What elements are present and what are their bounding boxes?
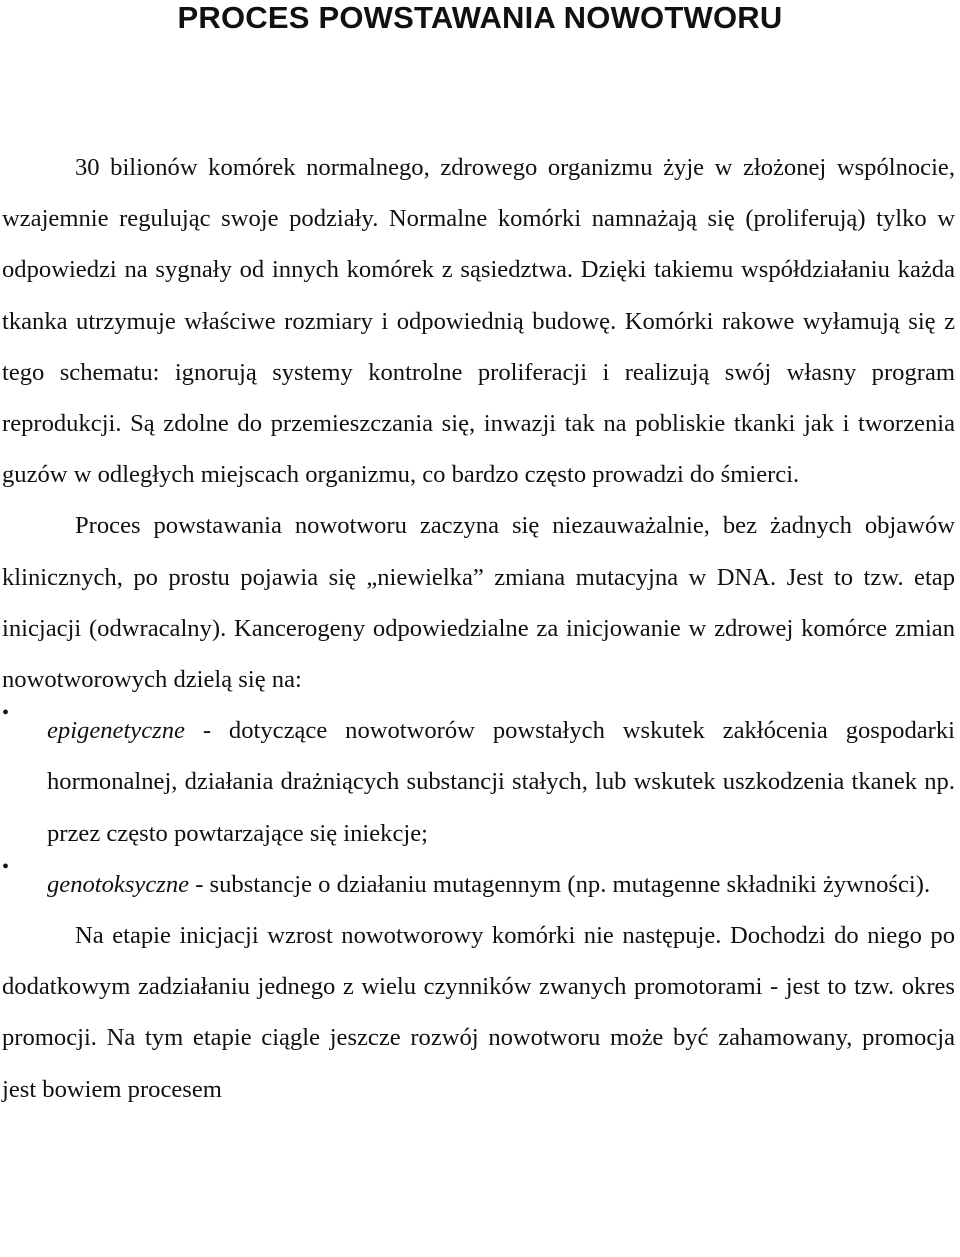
paragraph-promotion: Na etapie inicjacji wzrost nowotworowy komórki nie następuje. Dochodzi do niego po dodatkowym zadziałaniu jednego z wielu czynników zwanych promotorami - jest to tzw. okres promocji. Na tym etapie ciągle jeszcze rozwój nowotworu może być zahamowany, promocja jest bowiem procesem (2, 922, 955, 1103)
list-item (2, 702, 955, 859)
list-item-text: - dotyczące nowotworów powstałych wskutek zakłócenia gospodarki hormonalnej, działania drażniących substancji stałych, lub wskutek uszkodzenia tkanek np. przez często powtarzające się iniekcje; (47, 717, 955, 847)
bullet-icon: • (2, 702, 10, 725)
list-item-term: epigenetyczne (47, 717, 185, 745)
list-item-term: genotoksyczne (47, 870, 190, 898)
carcinogen-list (2, 702, 955, 910)
list-item-text: - substancje o działaniu mutagennym (np. mutagenne składniki żywności). (189, 870, 931, 898)
paragraph-intro: 30 bilionów komórek normalnego, zdrowego organizmu żyje w złożonej wspólnocie, wzajemnie regulując swoje podziały. Normalne komórki namnażają się (proliferują) tylko w odpowiedzi na sygnały od innych komórek z sąsiedztwa. Dzięki takiemu współdziałaniu każda tkanka utrzymuje właściwe rozmiary i odpowiednią budowę. Komórki rakowe wyłamują się z tego schematu: ignorują systemy kontrolne proliferacji i realizują swój własny program reprodukcji. Są zdolne do przemieszczania się, inwazji tak na pobliskie tkanki jak i tworzenia guzów w odległych miejscach organizmu, co bardzo często prowadzi do śmierci. (2, 154, 955, 489)
document-body (2, 142, 955, 1115)
page-title: PROCES POWSTAWANIA NOWOTWORU (177, 0, 783, 35)
paragraph-initiation: Proces powstawania nowotworu zaczyna się niezauważalnie, bez żadnych objawów klinicznych, po prostu pojawia się „niewielka” zmiana mutacyjna w DNA. Jest to tzw. etap inicjacji (odwracalny). Kancerogeny odpowiedzialne za inicjowanie w zdrowej komórce zmian nowotworowych dzielą się na: (2, 512, 955, 694)
list-item (2, 855, 955, 910)
bullet-icon: • (2, 855, 10, 878)
